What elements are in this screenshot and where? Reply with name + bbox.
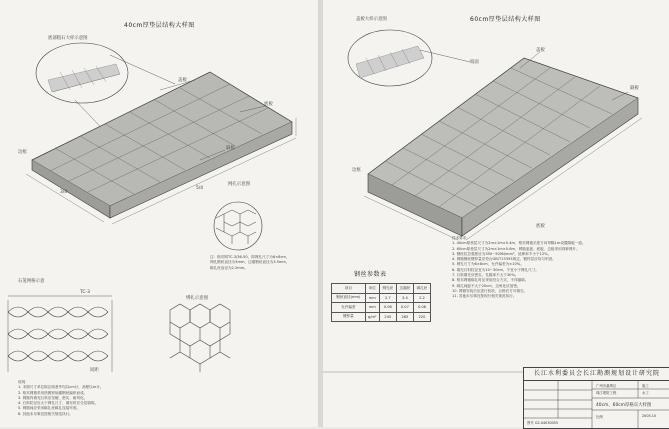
note-line: 5. 网孔尺寸为6×8cm，允许偏差为±10%。	[452, 262, 524, 267]
note-line: 1. 本图尺寸单位除注明者外均以cm计，高程以m计。	[18, 385, 104, 390]
note-line: 4. 网箱钢丝镀锌量应符合GB/T15393规定，镀锌层应均匀牢固。	[452, 257, 556, 262]
label-right-divider: 隔板	[630, 86, 639, 91]
title-block-drawing-title: 40cm、60cm厚格宾大样图	[596, 403, 652, 408]
table-row	[332, 293, 431, 303]
note-line: 5. 网箱间应采用绑扎丝绑扎连接牢固。	[18, 406, 81, 411]
title-block-stage: 施工	[642, 384, 649, 388]
label-tc: TC-3	[80, 290, 90, 295]
detail-cut-title: 底部粗石大样示意图	[48, 36, 88, 41]
title-block-grid	[524, 368, 669, 428]
left-main-title: 40cm厚垫层结构大样图	[124, 22, 195, 29]
label-dim-b: 5/4	[196, 186, 204, 191]
right-main-title: 60cm厚垫层结构大样图	[470, 16, 541, 23]
note-line: 6. 其他未尽事宜按相关规范执行。	[18, 411, 73, 416]
title-block-number: 图号 G2-04030055	[527, 421, 559, 425]
table-row	[332, 303, 431, 313]
title-block-project2: 珠江堤防工程	[596, 391, 617, 395]
table-cell: 265	[396, 312, 413, 322]
table-row	[332, 312, 431, 322]
title-block-scale: 比例	[596, 415, 603, 419]
notes-title: 说明：	[18, 380, 29, 384]
table-cell: 0.06	[379, 303, 396, 313]
note-line: 10. 网箱安装后应进行验收，合格后方可填石。	[452, 288, 528, 293]
mesh-title: 网孔示意图	[228, 182, 250, 187]
table-header-cell: 网孔丝	[379, 284, 396, 294]
notes-title: 技术要求：	[452, 236, 470, 240]
table-cell: mm	[365, 293, 379, 303]
table-cell: 0.07	[396, 303, 413, 313]
note-line: 4. 石料粒径应大于网孔尺寸，填充时应分层填筑。	[18, 401, 99, 406]
table-cell: 0.06	[413, 303, 430, 313]
note-line: 1. 40cm厚垫层尺寸为2m×1m×0.4m，格宾网箱长度方向每隔1m设置隔板一道。	[452, 241, 586, 246]
table-cell: mm	[365, 303, 379, 313]
label-spacing: 间距	[90, 368, 99, 373]
table-cell: 2.7	[379, 293, 396, 303]
mesh-junction-title: 绑扎示意图	[186, 296, 208, 301]
params-table-title: 钢丝参数表	[354, 271, 387, 278]
table-cell: 钢丝直径(mm)	[332, 293, 366, 303]
wire-params-table	[331, 283, 431, 322]
title-block	[523, 367, 669, 429]
label-base: 底板	[264, 102, 273, 107]
table-header-cell: 边端丝	[396, 284, 413, 294]
note-line: 3. 钢丝抗拉强度应为350~500N/mm²，延伸率不小于12%。	[452, 251, 552, 256]
table-cell: 3.4	[396, 293, 413, 303]
stone-detail-title: 石笼网格示意	[18, 279, 45, 284]
label-right-frame: 边框	[352, 168, 361, 173]
mesh-note-line: 网孔钢丝直径为3mm，边端钢丝直径为3.5mm，	[210, 260, 290, 265]
label-divider: 隔板	[226, 146, 235, 151]
note-line: 3. 网箱内填充石料应坚硬、密实、耐风化。	[18, 395, 88, 400]
note-line: 6. 填充石料粒径宜为10~30cm，不宜小于网孔尺寸。	[452, 267, 539, 272]
table-header-row	[332, 284, 431, 294]
note-line: 9. 绑扎间距不大于20cm，边角处应加密。	[452, 283, 521, 288]
label-right-base: 底板	[536, 224, 545, 229]
mesh-note-line: 绑扎丝直径为2.2mm。	[210, 265, 248, 270]
table-header-cell: 项目	[332, 284, 366, 294]
label-cover: 盖板	[178, 78, 187, 83]
note-line: 8. 格宾网箱绑扎时应采用绞合方式，不得漏绑。	[452, 278, 529, 283]
table-cell: 220	[413, 312, 430, 322]
mesh-note-line: 注：格宾网TC-3/36-50，即网孔尺寸为6×8cm，	[210, 255, 290, 259]
cover-detail-title: 盖板大样示意图	[356, 17, 387, 22]
note-line: 7. 石料填充应密实，孔隙率不大于30%。	[452, 273, 519, 278]
table-cell: 镀锌量	[332, 312, 366, 322]
right-notes	[452, 236, 664, 300]
label-frame: 边框	[18, 150, 27, 155]
note-line: 2. 60cm厚垫层尺寸为2m×1m×0.6m，网箱盖板、底板、边板采用同种网片。	[452, 246, 580, 251]
table-header-cell: 单位	[365, 284, 379, 294]
title-block-date: 2005.10	[642, 414, 657, 418]
title-block-sheet: 水工	[642, 391, 649, 395]
table-cell: 245	[379, 312, 396, 322]
label-dim-a: 3/4	[60, 190, 68, 195]
table-cell: 允许偏差	[332, 303, 366, 313]
note-line: 11. 其他未尽事宜按现行相关规范执行。	[452, 294, 517, 299]
table-cell: g/m²	[365, 312, 379, 322]
note-line: 2. 格宾网箱采用热镀锌低碳钢丝编织而成。	[18, 390, 88, 395]
title-block-org: 长江水利委员会长江勘测规划设计研究院	[524, 368, 669, 381]
table-cell: 2.2	[413, 293, 430, 303]
title-block-project: 广州市番禺区	[596, 384, 617, 388]
label-right-cover: 盖板	[536, 48, 545, 53]
table-header-cell: 绑扎丝	[413, 284, 430, 294]
label-right-slope: 坡面	[470, 60, 479, 65]
